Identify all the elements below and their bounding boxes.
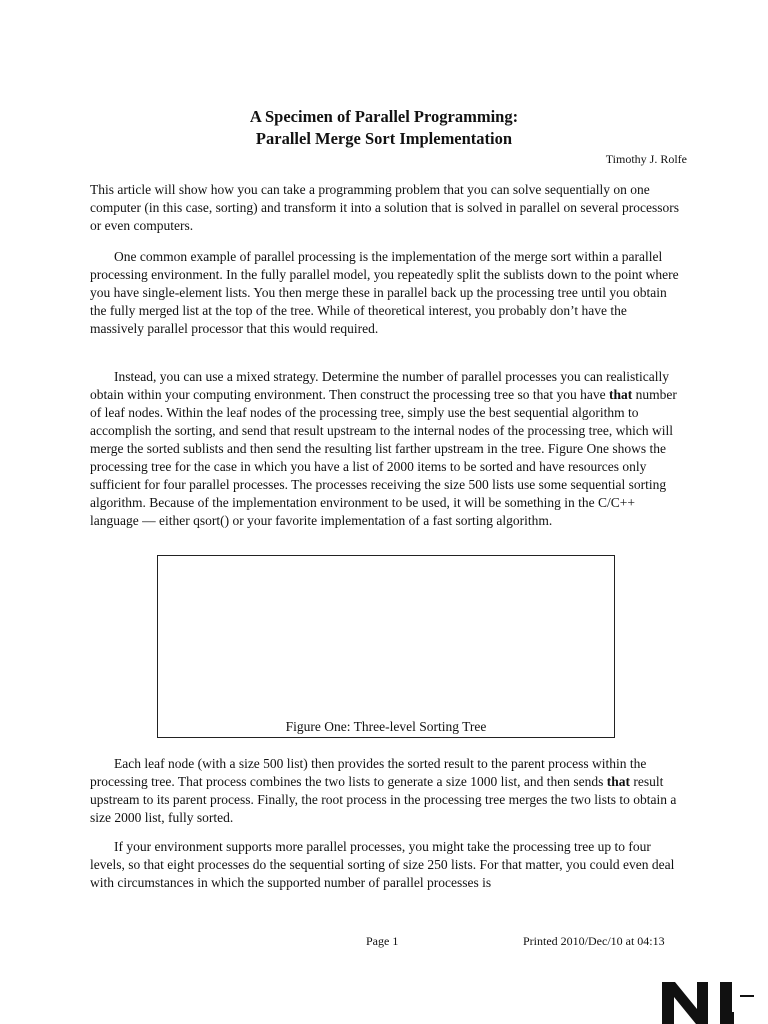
- footer-printed-date: Printed 2010/Dec/10 at 04:13: [523, 934, 665, 948]
- paragraph-more-processes: If your environment supports more parallel processes, you might take the processing tree up to four levels, so that eight processes do the sequential sorting of size 250 lists. For that matter, you could even deal with circumstances in which the supported number of parallel processes is: [90, 839, 675, 890]
- paragraph-parallel-merge: One common example of parallel processing is the implementation of the merge sort within a parallel processing environment. In the fully parallel model, you repeatedly split the sublists down to the point where you have single-element lists. You then merge these in parallel back up the processing tree until you obtain the fully merged list at the top of the tree. While of theoretical interest, you probably don’t have the massively parallel processor that this would required.: [90, 249, 679, 336]
- figure-one-box: [157, 555, 615, 738]
- bold-emphasis: that: [609, 387, 633, 402]
- document-title: [0, 106, 768, 150]
- paragraph-text: Each leaf node (with a size 500 list) then provides the sorted result to the parent process within the processing tree. That process combines the two lists to generate a size 1000 list, and then sends: [90, 756, 647, 789]
- figure-caption: Figure One: Three-level Sorting Tree: [285, 719, 487, 734]
- paragraph-leaf-node: [90, 755, 682, 827]
- partial-logo-icon: [662, 975, 768, 1024]
- footer-page-number: Page 1: [366, 934, 399, 948]
- paragraph-text: Instead, you can use a mixed strategy. Determine the number of parallel processes you can realistically obtain within your computing environment. Then construct the processing tree so that you have: [90, 369, 670, 402]
- author-name: Timothy J. Rolfe: [605, 152, 687, 166]
- bold-emphasis: that: [606, 774, 631, 789]
- paragraph-mixed-strategy: [90, 368, 682, 530]
- paragraph-text: result upstream to its parent process. Finally, the root process in the processing tree merges the two lists to obtain a size 2000 list, fully sorted.: [90, 774, 677, 825]
- paragraph-intro: This article will show how you can take a programming problem that you can solve sequentially on one computer (in this case, sorting) and transform it into a solution that is solved in parallel on several processors or even computers.: [90, 182, 679, 233]
- title-line-1: A Specimen of Parallel Programming:: [249, 107, 519, 126]
- title-line-2: Parallel Merge Sort Implementation: [255, 129, 513, 148]
- paragraph-text: number of leaf nodes. Within the leaf nodes of the processing tree, simply use the best sequential algorithm to accomplish the sorting, and send that result upstream to the internal nodes of the processing tree, which will merge the sorted sublists and then send the resulting list farther upstream in the tree. Figure One shows the processing tree for the case in which you have a list of 2000 items to be sorted and have resources only sufficient for four parallel processes. The processes receiving the size 500 lists use some sequential sorting algorithm. Because of the implementation environment to be used, it will be something in the C/C++ language — either qsort() or your favorite implementation of a fast sorting algorithm.: [90, 387, 677, 528]
